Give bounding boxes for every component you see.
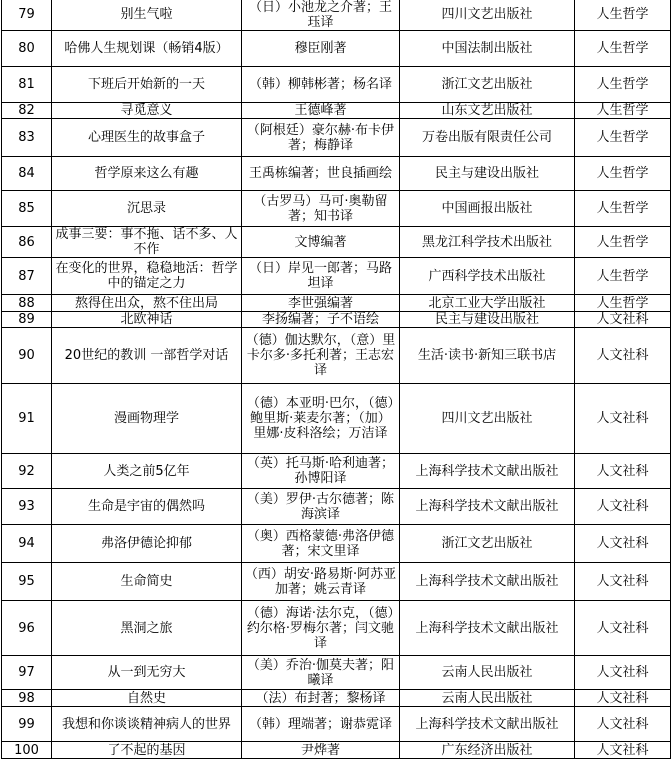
book-title-cell: 生命简史 bbox=[52, 563, 242, 601]
book-publisher-cell: 浙江文艺出版社 bbox=[400, 525, 575, 563]
book-category-cell: 人生哲学 bbox=[575, 157, 671, 191]
book-publisher-cell: 北京工业大学出版社 bbox=[400, 295, 575, 312]
book-publisher-cell: 广东经济出版社 bbox=[400, 742, 575, 759]
book-publisher-cell: 上海科学技术文献出版社 bbox=[400, 601, 575, 656]
book-number-cell: 98 bbox=[2, 690, 52, 707]
book-publisher-cell: 黑龙江科学技术出版社 bbox=[400, 227, 575, 258]
book-publisher-cell: 万卷出版有限责任公司 bbox=[400, 119, 575, 157]
book-category-cell: 人文社科 bbox=[575, 384, 671, 454]
book-title-cell: 人类之前5亿年 bbox=[52, 454, 242, 489]
book-author-cell: （韩）理端著；谢恭霓译 bbox=[242, 707, 400, 742]
book-number-cell: 93 bbox=[2, 489, 52, 525]
book-publisher-cell: 云南人民出版社 bbox=[400, 656, 575, 690]
book-publisher-cell: 上海科学技术文献出版社 bbox=[400, 454, 575, 489]
book-number-cell: 85 bbox=[2, 191, 52, 227]
book-author-cell: （日）岸见一郎著；马路坦译 bbox=[242, 258, 400, 295]
book-author-cell: （德）伽达默尔，（意）里卡尔多·多托利著；王志宏译 bbox=[242, 328, 400, 384]
book-publisher-cell: 四川文艺出版社 bbox=[400, 0, 575, 31]
book-number-cell: 81 bbox=[2, 67, 52, 103]
book-title-cell: 北欧神话 bbox=[52, 312, 242, 328]
table-row bbox=[2, 0, 671, 31]
book-category-cell: 人文社科 bbox=[575, 656, 671, 690]
book-category-cell: 人文社科 bbox=[575, 489, 671, 525]
book-author-cell: （德）海诺·法尔克，（德）约尔格·罗梅尔著；闫文驰译 bbox=[242, 601, 400, 656]
book-number-cell: 86 bbox=[2, 227, 52, 258]
book-title-cell: 漫画物理学 bbox=[52, 384, 242, 454]
book-author-cell: 王德峰著 bbox=[242, 103, 400, 119]
book-number-cell: 80 bbox=[2, 31, 52, 67]
book-number-cell: 91 bbox=[2, 384, 52, 454]
book-title-cell: 沉思录 bbox=[52, 191, 242, 227]
book-author-cell: （奥）西格蒙德·弗洛伊德著；宋文里译 bbox=[242, 525, 400, 563]
book-title-cell: 自然史 bbox=[52, 690, 242, 707]
book-publisher-cell: 四川文艺出版社 bbox=[400, 384, 575, 454]
book-author-cell: 尹烨著 bbox=[242, 742, 400, 759]
book-author-cell: （美）乔治·伽莫夫著；阳曦译 bbox=[242, 656, 400, 690]
book-number-cell: 89 bbox=[2, 312, 52, 328]
book-number-cell: 92 bbox=[2, 454, 52, 489]
book-title-cell: 寻觅意义 bbox=[52, 103, 242, 119]
table-row bbox=[2, 489, 671, 525]
book-author-cell: （英）托马斯·哈利迪著；孙博阳译 bbox=[242, 454, 400, 489]
book-number-cell: 82 bbox=[2, 103, 52, 119]
book-title-cell: 在变化的世界，稳稳地活：哲学中的锚定之力 bbox=[52, 258, 242, 295]
book-publisher-cell: 上海科学技术文献出版社 bbox=[400, 489, 575, 525]
book-publisher-cell: 民主与建设出版社 bbox=[400, 312, 575, 328]
table-row bbox=[2, 384, 671, 454]
table-row bbox=[2, 525, 671, 563]
book-title-cell: 我想和你谈谈精神病人的世界 bbox=[52, 707, 242, 742]
book-author-cell: 穆臣刚著 bbox=[242, 31, 400, 67]
book-title-cell: 哈佛人生规划课（畅销4版） bbox=[52, 31, 242, 67]
book-category-cell: 人文社科 bbox=[575, 601, 671, 656]
book-title-cell: 下班后开始新的一天 bbox=[52, 67, 242, 103]
book-publisher-cell: 山东文艺出版社 bbox=[400, 103, 575, 119]
book-publisher-cell: 民主与建设出版社 bbox=[400, 157, 575, 191]
table-row bbox=[2, 103, 671, 119]
book-category-cell: 人生哲学 bbox=[575, 0, 671, 31]
book-number-cell: 100 bbox=[2, 742, 52, 759]
book-title-cell: 心理医生的故事盒子 bbox=[52, 119, 242, 157]
book-title-cell: 从一到无穷大 bbox=[52, 656, 242, 690]
book-author-cell: （日）小池龙之介著；王珏译 bbox=[242, 0, 400, 31]
book-number-cell: 88 bbox=[2, 295, 52, 312]
book-title-cell: 成事三要：事不拖、话不多、人不作 bbox=[52, 227, 242, 258]
book-number-cell: 84 bbox=[2, 157, 52, 191]
table-row bbox=[2, 191, 671, 227]
book-category-cell: 人生哲学 bbox=[575, 258, 671, 295]
book-author-cell: （美）罗伊·古尔德著；陈海滨译 bbox=[242, 489, 400, 525]
book-title-cell: 黑洞之旅 bbox=[52, 601, 242, 656]
book-category-cell: 人生哲学 bbox=[575, 295, 671, 312]
book-category-cell: 人生哲学 bbox=[575, 119, 671, 157]
book-title-cell: 弗洛伊德论抑郁 bbox=[52, 525, 242, 563]
book-publisher-cell: 上海科学技术文献出版社 bbox=[400, 707, 575, 742]
table-row bbox=[2, 67, 671, 103]
book-publisher-cell: 生活·读书·新知三联书店 bbox=[400, 328, 575, 384]
book-category-cell: 人文社科 bbox=[575, 454, 671, 489]
book-category-cell: 人生哲学 bbox=[575, 103, 671, 119]
book-author-cell: （德）本亚明·巴尔，（德）鲍里斯·莱麦尔著；（加）里娜·皮科洛绘；万洁译 bbox=[242, 384, 400, 454]
book-category-cell: 人文社科 bbox=[575, 312, 671, 328]
book-title-cell: 了不起的基因 bbox=[52, 742, 242, 759]
table-row bbox=[2, 157, 671, 191]
book-category-cell: 人文社科 bbox=[575, 742, 671, 759]
book-category-cell: 人生哲学 bbox=[575, 31, 671, 67]
book-number-cell: 79 bbox=[2, 0, 52, 31]
book-number-cell: 95 bbox=[2, 563, 52, 601]
book-author-cell: （法）布封著；黎杨译 bbox=[242, 690, 400, 707]
book-category-cell: 人文社科 bbox=[575, 328, 671, 384]
table-row bbox=[2, 742, 671, 759]
book-publisher-cell: 中国画报出版社 bbox=[400, 191, 575, 227]
book-number-cell: 83 bbox=[2, 119, 52, 157]
book-category-cell: 人文社科 bbox=[575, 525, 671, 563]
book-publisher-cell: 中国法制出版社 bbox=[400, 31, 575, 67]
book-number-cell: 99 bbox=[2, 707, 52, 742]
table-row bbox=[2, 328, 671, 384]
book-number-cell: 97 bbox=[2, 656, 52, 690]
book-category-cell: 人生哲学 bbox=[575, 227, 671, 258]
table-row bbox=[2, 227, 671, 258]
book-category-cell: 人文社科 bbox=[575, 690, 671, 707]
book-title-cell: 哲学原来这么有趣 bbox=[52, 157, 242, 191]
book-author-cell: 文博编著 bbox=[242, 227, 400, 258]
book-number-cell: 94 bbox=[2, 525, 52, 563]
book-category-cell: 人生哲学 bbox=[575, 191, 671, 227]
book-title-cell: 生命是宇宙的偶然吗 bbox=[52, 489, 242, 525]
book-category-cell: 人文社科 bbox=[575, 707, 671, 742]
book-author-cell: 李扬编著；子不语绘 bbox=[242, 312, 400, 328]
book-author-cell: 王禹栋编著；世良插画绘 bbox=[242, 157, 400, 191]
book-author-cell: （古罗马）马可·奥勒留著；知书译 bbox=[242, 191, 400, 227]
book-publisher-cell: 云南人民出版社 bbox=[400, 690, 575, 707]
book-number-cell: 87 bbox=[2, 258, 52, 295]
book-author-cell: （阿根廷）豪尔赫·布卡伊著；梅静译 bbox=[242, 119, 400, 157]
table-row bbox=[2, 563, 671, 601]
table-row bbox=[2, 656, 671, 690]
book-publisher-cell: 上海科学技术文献出版社 bbox=[400, 563, 575, 601]
book-list-table bbox=[1, 0, 671, 759]
book-publisher-cell: 浙江文艺出版社 bbox=[400, 67, 575, 103]
table-row bbox=[2, 31, 671, 67]
book-number-cell: 96 bbox=[2, 601, 52, 656]
table-row bbox=[2, 258, 671, 295]
table-row bbox=[2, 312, 671, 328]
table-row bbox=[2, 295, 671, 312]
book-number-cell: 90 bbox=[2, 328, 52, 384]
book-author-cell: （西）胡安·路易斯·阿苏亚加著；姚云青译 bbox=[242, 563, 400, 601]
table-row bbox=[2, 119, 671, 157]
book-list-body bbox=[2, 0, 671, 759]
table-row bbox=[2, 707, 671, 742]
book-category-cell: 人文社科 bbox=[575, 563, 671, 601]
book-title-cell: 别生气啦 bbox=[52, 0, 242, 31]
book-author-cell: （韩）柳韩彬著；杨名译 bbox=[242, 67, 400, 103]
book-category-cell: 人生哲学 bbox=[575, 67, 671, 103]
table-row bbox=[2, 454, 671, 489]
table-row bbox=[2, 601, 671, 656]
book-publisher-cell: 广西科学技术出版社 bbox=[400, 258, 575, 295]
book-title-cell: 熬得住出众，熬不住出局 bbox=[52, 295, 242, 312]
book-title-cell: 20世纪的教训 一部哲学对话 bbox=[52, 328, 242, 384]
table-row bbox=[2, 690, 671, 707]
book-author-cell: 李世强编著 bbox=[242, 295, 400, 312]
